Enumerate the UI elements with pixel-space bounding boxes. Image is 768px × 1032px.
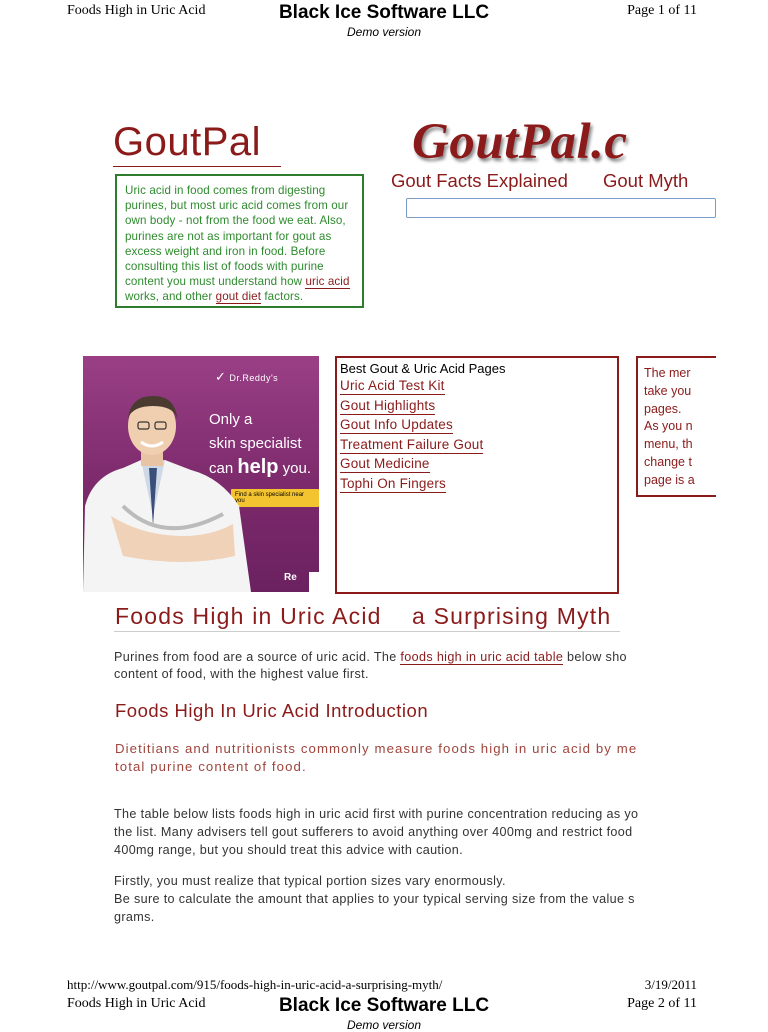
best-pages-box: [335, 356, 619, 594]
header-brand: Black Ice Software LLC: [278, 2, 490, 23]
article-heading-rule: [114, 631, 620, 632]
article-paragraph-3-line-3: grams.: [114, 910, 155, 924]
article-paragraph-3-line-1: Firstly, you must realize that typical portion sizes vary enormously.: [114, 874, 506, 888]
search-input[interactable]: [406, 198, 716, 218]
intro-note-text: Uric acid in food comes from digesting purines, but most uric acid comes from our own body - not from the food we eat. Also, purines are not as important for gout as excess weight and iron in food. Before consulting this list of foods with purine content you must understand how uric acid works, and other gout diet factors.: [125, 184, 350, 304]
ad-find-specialist-button[interactable]: Find a skin specialist near you: [231, 489, 319, 507]
doctor-illustration: [83, 386, 253, 592]
article-paragraph-2-line-3: 400mg range, but you should treat this advice with caution.: [114, 843, 463, 857]
best-pages-link-uric-acid-test-kit[interactable]: Uric Acid Test Kit: [340, 378, 445, 393]
intro-note-box: [115, 174, 364, 308]
footer-brand: Black Ice Software LLC: [278, 995, 490, 1016]
footer-doc-title: Foods High in Uric Acid: [67, 996, 206, 1011]
foods-table-link[interactable]: foods high in uric acid table: [400, 650, 564, 664]
ad-brand-logo-icon: ✓: [215, 369, 227, 384]
best-pages-link-gout-medicine[interactable]: Gout Medicine: [340, 456, 430, 471]
best-pages-link-treatment-failure-gout[interactable]: Treatment Failure Gout: [340, 436, 484, 452]
menu-note-line: take you: [644, 383, 692, 398]
article-subheading: Foods High In Uric Acid Introduction: [115, 700, 429, 721]
article-paragraph-2-line-1: The table below lists foods high in uric acid first with purine concentration reducing as yo: [114, 807, 639, 821]
nav-item-gout-myth[interactable]: Gout Myth: [603, 170, 689, 191]
article-paragraph-3-line-2: Be sure to calculate the amount that applies to your typical serving size from the value s: [114, 892, 635, 906]
ad-corner-text: Re: [284, 572, 297, 583]
best-pages-link-gout-info-updates[interactable]: Gout Info Updates: [340, 417, 453, 432]
best-pages-link-tophi-on-fingers[interactable]: Tophi On Fingers: [340, 475, 446, 491]
menu-note-line: page is a: [644, 472, 695, 487]
nav-item-gout-facts[interactable]: Gout Facts Explained: [391, 170, 568, 191]
footer-date: 3/19/2011: [644, 977, 697, 992]
menu-note-line: menu, th: [644, 437, 693, 452]
article-paragraph-2-line-2: the list. Many advisers tell gout sufferers to avoid anything over 400mg and restrict food: [114, 825, 633, 839]
header-page-number: Page 1 of 11: [627, 3, 697, 18]
menu-note-line: The mer: [644, 366, 691, 380]
ad-corner-mask: [309, 572, 319, 592]
uric-acid-link[interactable]: uric acid: [305, 275, 350, 289]
header-doc-title: Foods High in Uric Acid: [67, 3, 206, 18]
footer-demo-label: Demo version: [346, 1018, 422, 1032]
menu-note-line: As you n: [644, 419, 693, 434]
site-title[interactable]: GoutPal: [113, 120, 262, 164]
article-quote-line-2: total purine content of food.: [115, 759, 307, 774]
menu-note-box: [636, 356, 716, 497]
ad-line-3: can help you.: [209, 456, 312, 478]
footer-url[interactable]: http://www.goutpal.com/915/foods-high-in-uric-acid-a-surprising-myth/: [67, 977, 443, 992]
menu-note-line: change t: [644, 454, 692, 469]
best-pages-link-gout-highlights[interactable]: Gout Highlights: [340, 397, 436, 413]
footer-page-number: Page 2 of 11: [627, 996, 697, 1011]
menu-note-line: pages.: [644, 401, 682, 416]
gout-diet-link[interactable]: gout diet: [215, 290, 262, 304]
article-paragraph-1-line-2: content of food, with the highest value first.: [114, 667, 369, 681]
ad-banner[interactable]: [83, 356, 319, 592]
ad-line-2: skin specialist: [209, 435, 302, 452]
ad-brand-label: ✓ Dr.Reddy's: [215, 369, 279, 384]
ad-line-1: Only a: [209, 411, 253, 428]
article-paragraph-1: Purines from food are a source of uric acid. The foods high in uric acid table below sho: [114, 650, 627, 664]
site-logo[interactable]: GoutPal.c: [412, 114, 628, 170]
article-quote-line-1: Dietitians and nutritionists commonly measure foods high in uric acid by me: [115, 741, 638, 756]
best-pages-title: Best Gout & Uric Acid Pages: [340, 361, 506, 376]
article-heading: Foods High in Uric Acid a Surprising Myth: [115, 603, 612, 629]
header-demo-label: Demo version: [346, 25, 422, 39]
site-title-underline: [113, 166, 281, 167]
